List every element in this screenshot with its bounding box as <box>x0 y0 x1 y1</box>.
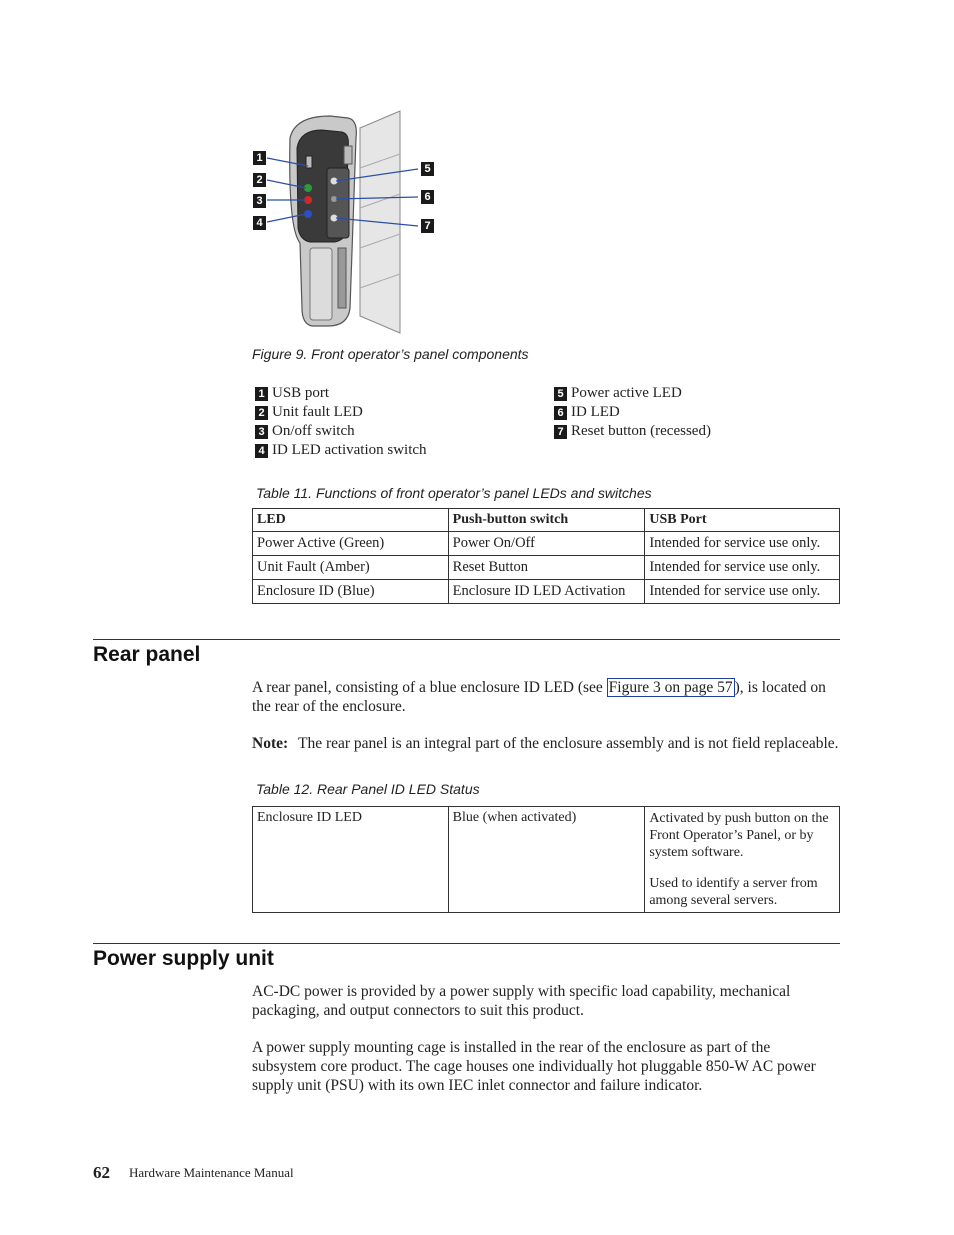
table-cell: Enclosure ID LED Activation <box>448 580 645 604</box>
front-panel-figure <box>250 108 450 338</box>
legend-right <box>554 384 711 441</box>
note-text: The rear panel is an integral part of the enclosure assembly and is not field replaceable. <box>298 735 839 752</box>
callout-5: 5 <box>421 162 434 176</box>
table-cell: Unit Fault (Amber) <box>253 556 449 580</box>
legend-label: ID LED <box>571 404 620 420</box>
note-block <box>252 734 840 753</box>
section-rule <box>93 943 840 944</box>
table-cell: Enclosure ID LED <box>253 807 449 913</box>
footer-title: Hardware Maintenance Manual <box>129 1165 294 1180</box>
legend-item <box>255 422 427 441</box>
table11-caption: Table 11. Functions of front operator’s panel LEDs and switches <box>256 485 652 501</box>
table-cell: Power Active (Green) <box>253 532 449 556</box>
legend-number: 6 <box>554 406 567 420</box>
note-label: Note: <box>252 735 289 752</box>
table-header-cell: LED <box>253 509 449 532</box>
legend-number: 7 <box>554 425 567 439</box>
legend-item <box>255 403 427 422</box>
table-cell: Intended for service use only. <box>645 532 840 556</box>
legend-label: On/off switch <box>272 423 355 439</box>
legend-left <box>255 384 427 460</box>
paragraph-text: A rear panel, consisting of a blue enclosure ID LED (see <box>252 679 607 696</box>
figure-3-link[interactable]: Figure 3 on page 57 <box>608 679 733 696</box>
legend-label: ID LED activation switch <box>272 442 427 458</box>
psu-paragraph-2: A power supply mounting cage is installed in the rear of the enclosure as part of the subsystem core product. The cage houses one individually hot pluggable 850-W AC power supply unit (PSU) with its own IEC inlet connector and failure indicator. <box>252 1039 816 1094</box>
table12 <box>252 806 840 913</box>
legend-item <box>554 422 711 441</box>
callout-6: 6 <box>421 190 434 204</box>
legend-number: 3 <box>255 425 268 439</box>
legend-item <box>554 384 711 403</box>
callout-7: 7 <box>421 219 434 233</box>
legend-label: Power active LED <box>571 385 682 401</box>
legend-label: Reset button (recessed) <box>571 423 711 439</box>
cell-paragraph: Activated by push button on the Front Operator’s Panel, or by system software. <box>649 811 829 860</box>
legend-number: 2 <box>255 406 268 420</box>
table11 <box>252 508 840 604</box>
legend-item <box>255 441 427 460</box>
legend-item <box>255 384 427 403</box>
table12-caption: Table 12. Rear Panel ID LED Status <box>256 781 480 797</box>
table-cell: Reset Button <box>448 556 645 580</box>
table-row <box>253 556 840 580</box>
legend-item <box>554 403 711 422</box>
callout-1: 1 <box>253 151 266 165</box>
callout-2: 2 <box>253 173 266 187</box>
table-header-row <box>253 509 840 532</box>
legend-number: 1 <box>255 387 268 401</box>
front-panel-illustration <box>250 108 450 338</box>
psu-heading: Power supply unit <box>93 947 274 970</box>
rear-panel-heading: Rear panel <box>93 643 201 666</box>
page-number: 62 <box>93 1163 110 1182</box>
table-header-cell: Push-button switch <box>448 509 645 532</box>
table-cell: Blue (when activated) <box>448 807 645 913</box>
table-header-cell: USB Port <box>645 509 840 532</box>
legend-label: USB port <box>272 385 330 401</box>
legend-number: 5 <box>554 387 567 401</box>
table-cell: Power On/Off <box>448 532 645 556</box>
table-row <box>253 532 840 556</box>
table-cell: Intended for service use only. <box>645 580 840 604</box>
figure-caption: Figure 9. Front operator’s panel components <box>252 346 529 362</box>
table-cell: Intended for service use only. <box>645 556 840 580</box>
table-row <box>253 807 840 913</box>
legend-number: 4 <box>255 444 268 458</box>
rear-panel-paragraph <box>252 678 842 716</box>
psu-paragraph-1: AC-DC power is provided by a power supply with specific load capability, mechanical packaging, and output connectors to suit this product. <box>252 983 791 1019</box>
table-cell: Enclosure ID (Blue) <box>253 580 449 604</box>
section-rule <box>93 639 840 640</box>
callout-3: 3 <box>253 194 266 208</box>
paragraph-text: ), is located on the rear of the enclosure. <box>252 679 826 715</box>
table-cell <box>645 807 840 913</box>
callout-4: 4 <box>253 216 266 230</box>
table-row <box>253 580 840 604</box>
cell-paragraph: Used to identify a server from among several servers. <box>649 876 818 908</box>
legend-label: Unit fault LED <box>272 404 363 420</box>
